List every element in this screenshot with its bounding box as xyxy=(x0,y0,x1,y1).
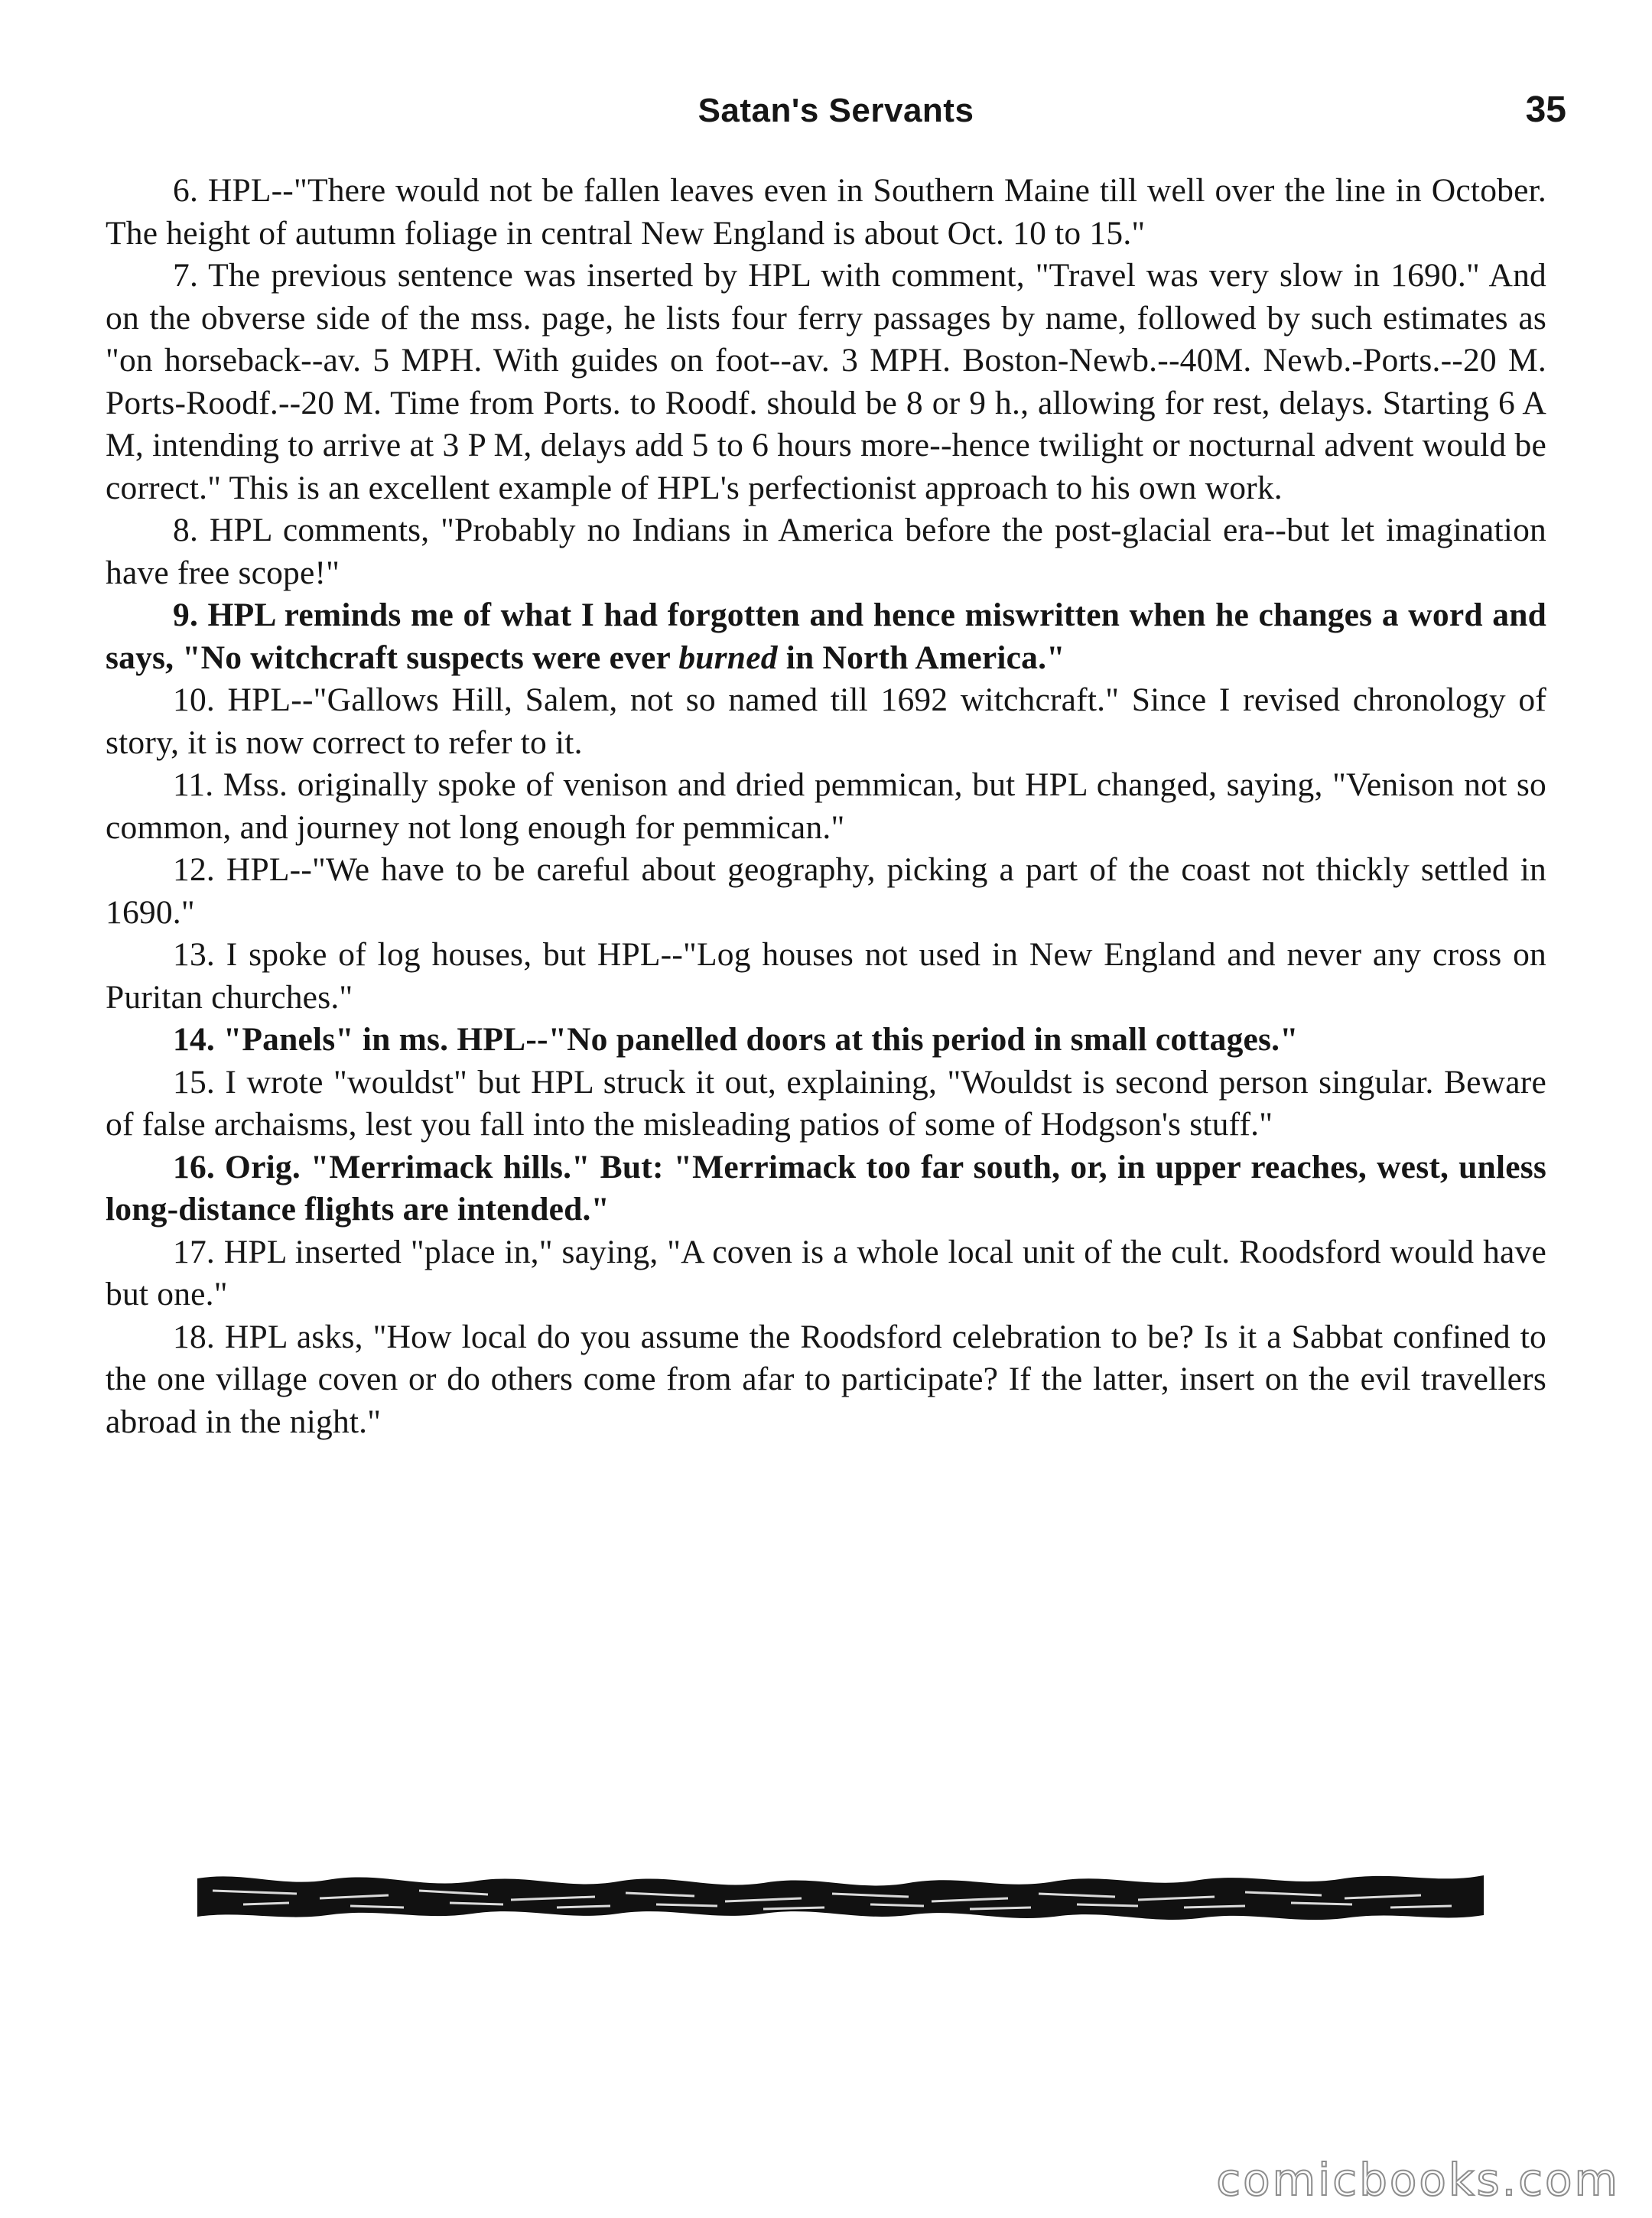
endnote-15: 15. I wrote "wouldst" but HPL struck it out, explaining, "Wouldst is second person singular. Beware of false archaisms, lest you fall into the misleading patios of some of Hodgson's stuff." xyxy=(106,1063,1546,1143)
endnote-12: 12. HPL--"We have to be careful about geography, picking a part of the coast not thickly settled in 1690." xyxy=(106,851,1546,931)
running-title: Satan's Servants xyxy=(698,92,974,129)
endnote-17: 17. HPL inserted "place in," saying, "A coven is a whole local unit of the cult. Roodsford would have but one." xyxy=(106,1233,1546,1312)
endnote-10: 10. HPL--"Gallows Hill, Salem, not so named till 1692 witchcraft." Since I revised chronology of story, it is now correct to refer to it. xyxy=(106,681,1546,761)
endnotes-list xyxy=(106,170,1546,1443)
watermark: comicbooks.com xyxy=(1216,2154,1620,2206)
endnote-9 xyxy=(106,594,1546,679)
wavy-rule-ornament-icon xyxy=(197,1868,1484,1923)
endnote-9-text-after: in North America." xyxy=(777,639,1065,676)
endnote-7: 7. The previous sentence was inserted by HPL with comment, "Travel was very slow in 1690." And on the obverse side of the mss. page, he lists four ferry passages by name, followed by such estimates as "on horseback--av. 5 MPH. With guides on foot--av. 3 MPH. Boston-Newb.--40M. Newb.-Ports.--20 M. Ports-Roodf.--20 M. Time from Ports. to Roodf. should be 8 or 9 h., allowing for rest, delays. Starting 6 A M, intending to arrive at 3 P M, delays add 5 to 6 hours more--hence twilight or nocturnal advent would be correct." This is an excellent example of HPL's perfectionist approach to his own work. xyxy=(106,257,1546,506)
page-number: 35 xyxy=(1525,89,1566,130)
endnote-9-text-before: 9. HPL reminds me of what I had forgotten and hence miswritten when he changes a word and says, "No witchcraft suspects were ever xyxy=(106,597,1546,676)
endnote-9-emphasis: burned xyxy=(678,639,778,676)
endnote-6: 6. HPL--"There would not be fallen leaves even in Southern Maine till well over the line in October. The height of autumn foliage in central New England is about Oct. 10 to 15." xyxy=(106,172,1546,252)
endnote-8: 8. HPL comments, "Probably no Indians in America before the post-glacial era--but let imagination have free scope!" xyxy=(106,512,1546,591)
endnote-14: 14. "Panels" in ms. HPL--"No panelled doors at this period in small cottages." xyxy=(173,1021,1299,1058)
endnote-11: 11. Mss. originally spoke of venison and dried pemmican, but HPL changed, saying, "Venison not so common, and journey not long enough for pemmican." xyxy=(106,766,1546,846)
endnote-13: 13. I spoke of log houses, but HPL--"Log houses not used in New England and never any cross on Puritan churches." xyxy=(106,936,1546,1016)
endnote-18: 18. HPL asks, "How local do you assume the Roodsford celebration to be? Is it a Sabbat confined to the one village coven or do others come from afar to participate? If the latter, insert on the evil travellers abroad in the night." xyxy=(106,1318,1546,1440)
running-head xyxy=(106,89,1566,153)
endnote-16: 16. Orig. "Merrimack hills." But: "Merrimack too far south, or, in upper reaches, west, unless long-distance flights are intended." xyxy=(106,1148,1546,1228)
